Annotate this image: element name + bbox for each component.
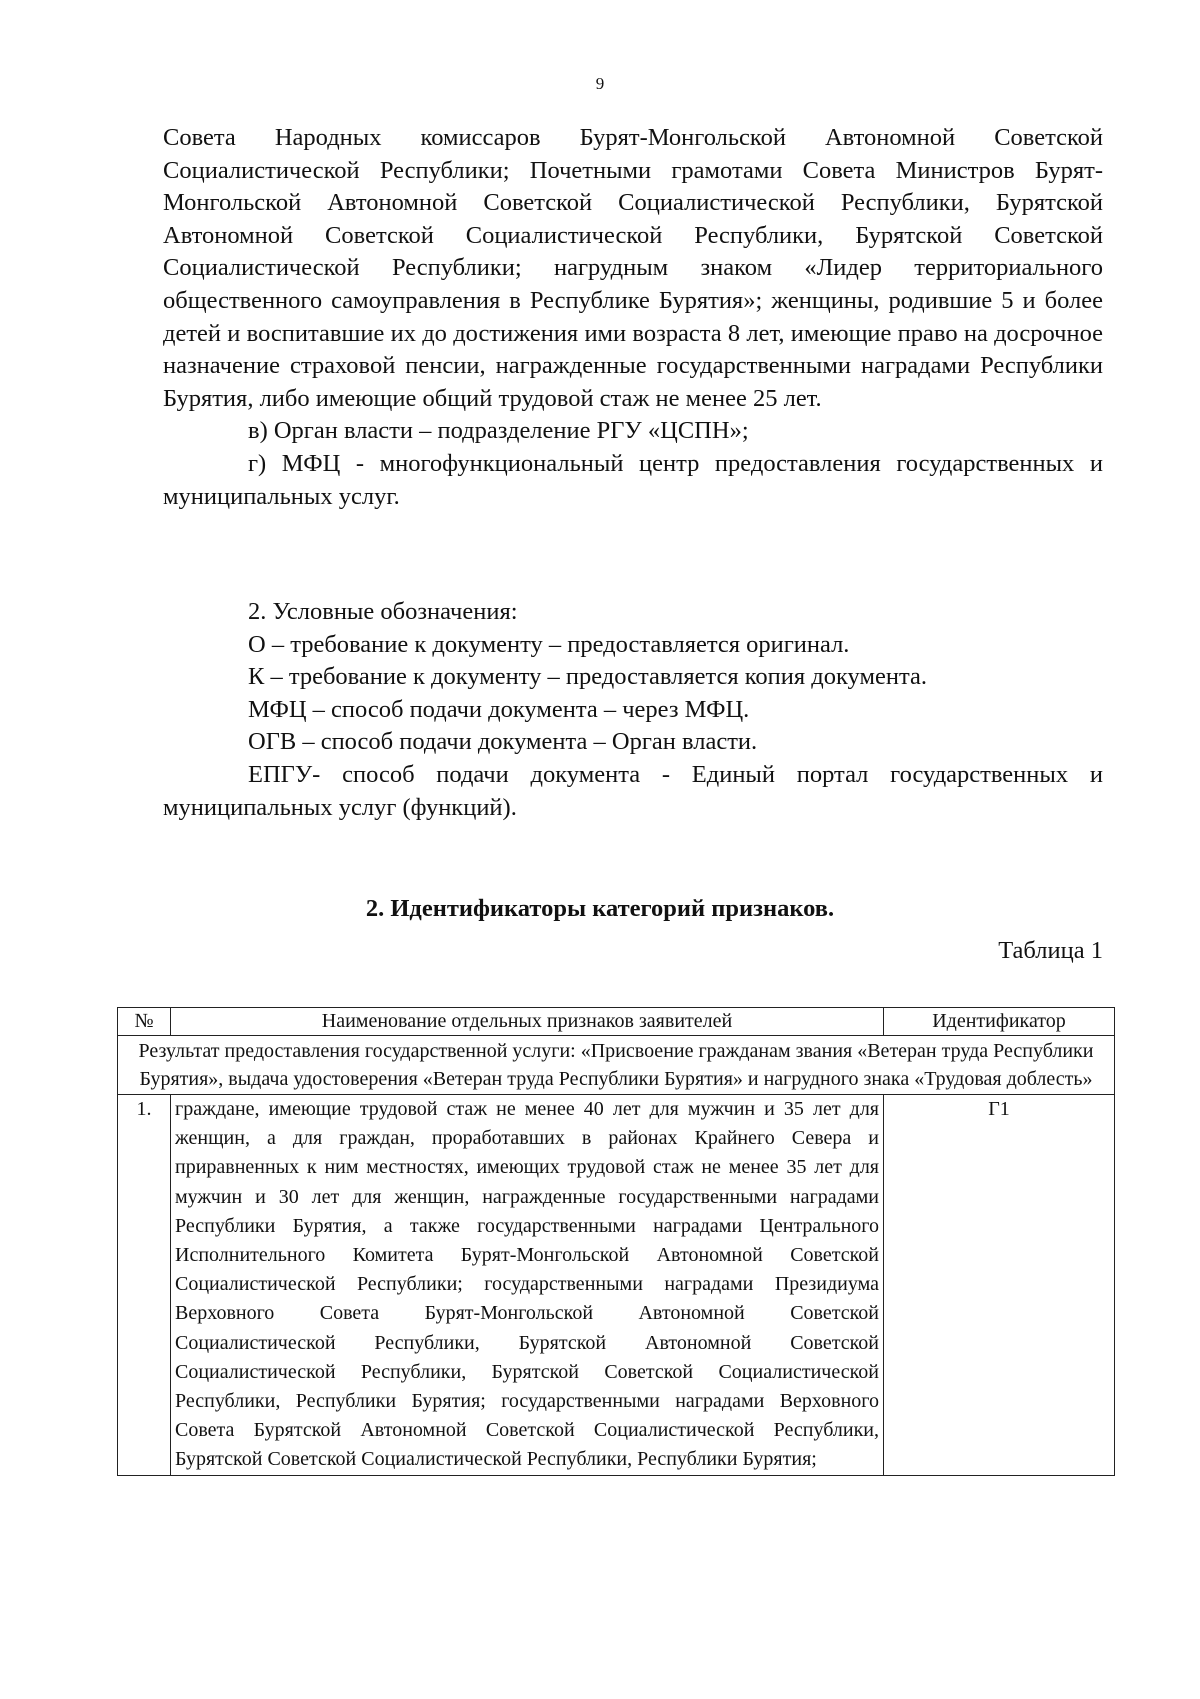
header-identifier: Идентификатор (884, 1008, 1115, 1036)
result-cell: Результат предоставления государственной услуги: «Присвоение гражданам звания «Ветеран труда Республики Бурятия», выдача удостоверения «Ветеран труда Республики Бурятия» и нагрудного знака «Трудовая доблесть» (118, 1036, 1115, 1095)
intro-text-block (163, 122, 1103, 513)
identifiers-table (117, 1007, 1115, 1476)
row-description: граждане, имеющие трудовой стаж не менее 40 лет для мужчин и 35 лет для женщин, а для граждан, проработавших в районах Крайнего Севера и приравненных к ним местностях, имеющих трудовой стаж не менее 35 лет для мужчин и 30 лет для женщин, награжденные государственными наградами Республики Бурятия, а также государственными наградами Центрального Исполнительного Комитета Бурят-Монгольской Автономной Советской Социалистической Республики; государственными наградами Президиума Верховного Совета Бурят-Монгольской Автономной Советской Социалистической Республики, Бурятской Автономной Советской Социалистической Республики, Бурятской Советской Социалистической Республики, Республики Бурятия; государственными наградами Верховного Совета Бурятской Автономной Советской Социалистической Республики, Бурятской Советской Социалистической Республики, Республики Бурятия; (171, 1095, 884, 1476)
legend-item: К – требование к документу – предоставляется копия документа. (248, 663, 927, 691)
page-number: 9 (595, 74, 605, 93)
legend-item: ОГВ – способ подачи документа – Орган власти. (248, 728, 758, 756)
row-identifier: Г1 (884, 1095, 1115, 1476)
result-row (118, 1036, 1115, 1095)
intro-paragraph: Совета Народных комиссаров Бурят-Монгольской Автономной Советской Социалистической Республики; Почетными грамотами Совета Министров Бурят-Монгольской Автономной Советской Социалистической Республики, Бурятской Автономной Советской Социалистической Республики, Бурятской Советской Социалистической Республики; нагрудным знаком «Лидер территориального общественного самоуправления в Республике Бурятия»; женщины, родившие 5 и более детей и воспитавшие их до достижения ими возраста 8 лет, имеющие право на досрочное назначение страховой пенсии, награжденные государственными наградами Республики Бурятия, либо имеющие общий трудовой стаж не менее 25 лет. (163, 124, 1103, 412)
section-heading: 2. Идентификаторы категорий признаков. (365, 895, 835, 922)
table-label: Таблица 1 (998, 937, 1103, 964)
legend-item: МФЦ – способ подачи документа – через МФЦ. (248, 695, 750, 723)
table-header-row (118, 1008, 1115, 1036)
row-number: 1. (118, 1095, 171, 1476)
legend-item: О – требование к документу – предоставляется оригинал. (248, 630, 850, 658)
header-name: Наименование отдельных признаков заявителей (171, 1008, 884, 1036)
header-number: № (118, 1008, 171, 1036)
legend-item: ЕПГУ- способ подачи документа - Единый портал государственных и муниципальных услуг (функций). (163, 760, 1103, 821)
legend-title: 2. Условные обозначения: (248, 598, 518, 625)
definition-item-g: г) МФЦ - многофункциональный центр предоставления государственных и муниципальных услуг. (163, 449, 1103, 510)
table-row (118, 1095, 1115, 1476)
legend-block (163, 596, 1103, 824)
definition-item-v: в) Орган власти – подразделение РГУ «ЦСПН»; (248, 417, 749, 445)
